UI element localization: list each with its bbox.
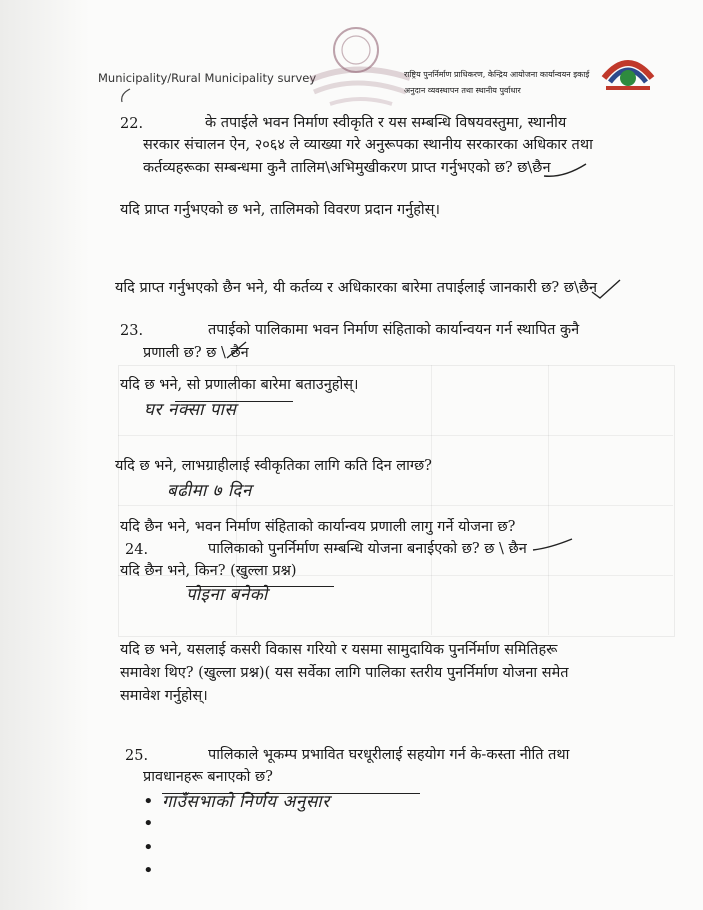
question-22-number: 22. [120,116,144,132]
question-23-followup-system: यदि छ भने, सो प्रणालीका बारेमा बताउनुहोस्। [120,377,359,393]
scan-edge-shadow [0,0,90,910]
question-22-line-3: कर्तव्यहरूका सम्बन्धमा कुनै तालिम\अभिमुखीकरण प्राप्त गर्नुभएको छ? छ\छैन [143,160,551,176]
question-22-line-1: के तपाईले भवन निर्माण स्वीकृति र यस सम्बन्धि विषयवस्तुमा, स्थानीय [205,115,567,131]
handwritten-answer-system: घर नक्सा पास [144,400,237,420]
survey-title: Municipality/Rural Municipality survey [98,71,317,85]
question-23-line-2: प्रणाली छ? छ \ छैन [143,345,249,361]
authority-line-1: राष्ट्रिय पुनर्निर्माण प्राधिकरण, केन्द्रिय आयोजना कार्यान्वयन इकाई [404,70,590,79]
question-25-line-1: पालिकाले भूकम्प प्रभावित घरधूरीलाई सहयोग गर्न के-कस्ता नीति तथा [208,747,570,763]
answer-mark-slash [530,536,576,556]
handwritten-answer-policy: गाउँसभाको निर्णय अनुसार [162,792,330,812]
handwriting-underline [162,793,420,794]
pen-mark-icon [116,86,134,104]
question-22-line-2: सरकार संचालन ऐन, २०६४ ले व्याख्या गरे अनुरूपका स्थानीय सरकारका अधिकार तथा [143,137,593,153]
handwritten-answer-why: पोइना बनेको [186,585,268,605]
answer-bullet: • [143,837,154,858]
question-24-followup-how-1: यदि छ भने, यसलाई कसरी विकास गरियो र यसमा सामुदायिक पुनर्निर्माण समितिहरू [120,642,558,658]
question-23-line-1: तपाईको पालिकामा भवन निर्माण संहिताको कार्यान्वयन गर्न स्थापित कुनै [208,322,580,338]
official-seal-stamp [300,20,418,108]
question-22-followup-no: यदि प्राप्त गर्नुभएको छैन भने, यी कर्तव्य र अधिकारका बारेमा तपाईलाई जानकारी छ? छ\छैन [115,280,598,296]
question-24-number: 24. [125,542,149,558]
question-24-line-1: पालिकाको पुनर्निर्माण सम्बन्धि योजना बनाईएको छ? छ \ छैन [208,541,527,557]
question-23-followup-plan: यदि छैन भने, भवन निर्माण संहिताको कार्यान्वय प्रणाली लागु गर्ने योजना छ? [120,519,516,535]
answer-mark-slash [540,160,590,182]
answer-bullet: • [143,791,154,812]
question-24-followup-why: यदि छैन भने, किन? (खुल्ला प्रश्न) [120,563,297,579]
question-23-followup-days: यदि छ भने, लाभग्राहीलाई स्वीकृतिका लागि कति दिन लाग्छ? [115,458,432,474]
question-25-number: 25. [125,748,149,764]
answer-mark-slash [224,340,250,362]
question-24-followup-how-3: समावेश गर्नुहोस्। [120,688,208,704]
authority-line-2: अनुदान व्यवस्थापन तथा स्थानीय पुर्वाधार [404,86,521,95]
answer-mark-tick [588,278,624,300]
answer-bullet: • [143,813,154,834]
handwriting-underline [175,401,293,402]
question-24-followup-how-2: समावेश थिए? (खुल्ला प्रश्न)( यस सर्वेका लागि पालिका स्तरीय पुनर्निर्माण योजना समेत [120,665,569,681]
answer-bullet: • [143,860,154,881]
handwritten-answer-days: बढीमा ७ दिन [167,481,252,501]
question-23-number: 23. [120,323,144,339]
question-22-followup-yes: यदि प्राप्त गर्नुभएको छ भने, तालिमको विवरण प्रदान गर्नुहोस्। [120,202,440,218]
authority-logo-icon [598,48,658,96]
handwriting-underline [186,586,334,587]
question-25-line-2: प्रावधानहरू बनाएको छ? [143,769,273,785]
